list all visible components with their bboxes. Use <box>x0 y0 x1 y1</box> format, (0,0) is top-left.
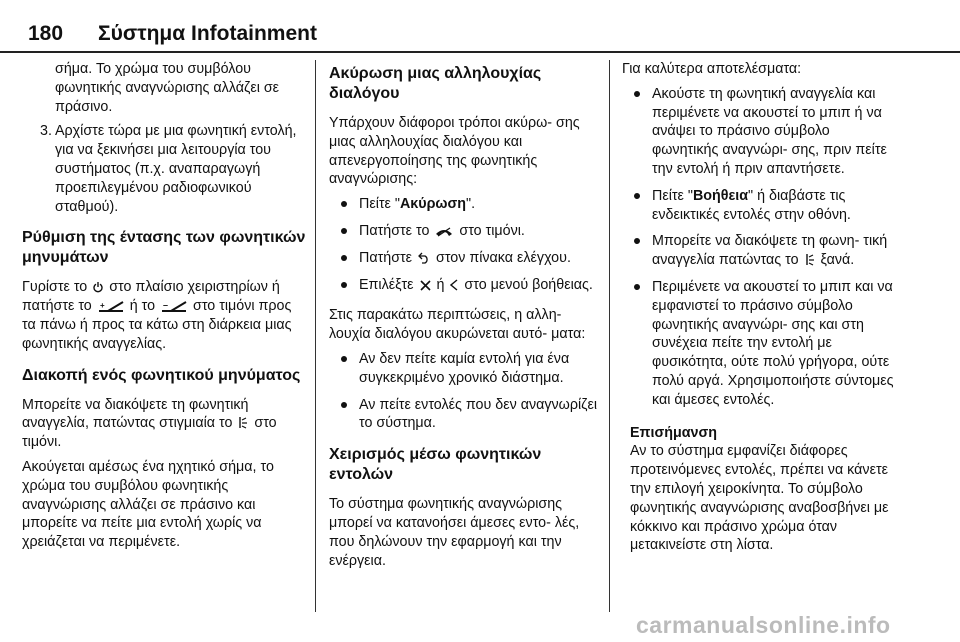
text: στο τιμόνι προς τα πάνω ή προς τα κάτω στη διάρκεια μιας φωνητικής αναγγελίας. <box>22 298 292 352</box>
svg-text:–: – <box>163 300 169 311</box>
note-body: Αν το σύστημα εμφανίζει διάφορες προτεινόμενες εντολές, πρέπει να κάνετε την επιλογή χειροκίνητα. Το σύμβολο φωνητικής αναγνώρισης αναβοσβήνει με κόκκινο και πράσινο χρώμα όταν μετακινείστε στη λίστα. <box>630 443 889 554</box>
page-title: Σύστημα Infotainment <box>98 22 317 45</box>
header-rule <box>0 51 960 53</box>
text: Μπορείτε να διακόψετε τη φωνητική αναγγελία, πατώντας στιγμιαία το <box>22 396 249 432</box>
text: " ή διαβάστε τις ενδεικτικές εντολές στην οθόνη. <box>652 187 851 223</box>
bullet <box>341 201 347 207</box>
list-item <box>329 396 601 434</box>
back-icon <box>418 251 430 264</box>
list-item <box>329 249 601 268</box>
bullet <box>341 402 347 408</box>
column-2 <box>329 60 601 576</box>
list-item <box>329 222 601 241</box>
list-item <box>329 195 601 214</box>
watermark: carmanualsonline.info <box>636 612 891 638</box>
list-item <box>622 187 894 225</box>
section-heading-cancel: Ακύρωση μιας αλληλουχίας διαλόγου <box>329 65 542 102</box>
list-item <box>622 232 894 270</box>
power-icon <box>93 281 103 293</box>
tips-intro: Για καλύτερα αποτελέσματα: <box>622 61 802 77</box>
bullet <box>341 282 347 288</box>
list-item <box>622 278 894 410</box>
voice-icon <box>238 416 248 429</box>
volume-down-icon <box>161 300 187 312</box>
svg-text:+: + <box>99 301 105 311</box>
voice-commands-paragraph: Το σύστημα φωνητικής αναγνώρισης μπορεί να κατανοήσει άμεσες εντο- λές, που δηλώνουν την εφαρμογή και την ενέργεια. <box>329 496 580 569</box>
text: Αν πείτε εντολές που δεν αναγνωρίζει το σύστημα. <box>359 396 597 432</box>
text: Γυρίστε το <box>22 279 88 296</box>
command-text: Ακύρωση <box>399 196 467 213</box>
text: ή <box>436 276 445 293</box>
text: Πείτε " <box>652 187 693 204</box>
list-item <box>329 276 601 295</box>
bullet <box>634 91 640 97</box>
text: στον πίνακα ελέγχου. <box>436 249 571 266</box>
auto-cancel-intro: Στις παρακάτω περιπτώσεις, η αλλη- λουχία διαλόγου ακυρώνεται αυτό- ματα: <box>329 307 586 343</box>
section-heading-voice-commands: Χειρισμός μέσω φωνητικών εντολών <box>329 446 542 484</box>
text: Πείτε " <box>359 196 400 213</box>
page-header <box>0 0 960 56</box>
text: Ακούστε τη φωνητική αναγγελία και περιμένετε να ακουστεί το μπιπ ή να ανάψει το πράσινο σύμβολο φωνητικής αναγνώρι- σης, πριν πείτε την εντολή ή πριν απαντήσετε. <box>652 85 887 177</box>
volume-paragraph <box>22 278 306 353</box>
voice-icon <box>805 253 815 266</box>
bullet <box>634 238 640 244</box>
column-3 <box>622 60 894 555</box>
column-divider <box>609 60 610 612</box>
bullet <box>634 193 640 199</box>
text: Μπορείτε να διακόψετε τη φωνη- τική αναγγελία πατώντας το <box>652 233 888 269</box>
step-number: 3. <box>40 123 52 140</box>
text: Επιλέξτε <box>359 276 414 293</box>
interrupt-paragraph-1 <box>22 396 306 452</box>
command-text: Βοήθεια <box>692 187 749 204</box>
chevron-left-icon <box>450 279 458 291</box>
text: στο πλαίσιο χειριστηρίων ή πατήστε το <box>22 279 280 315</box>
text: Πατήστε <box>359 249 413 266</box>
bullet <box>634 284 640 290</box>
text: ξανά. <box>820 252 855 269</box>
page-number: 180 <box>28 22 64 45</box>
list-item <box>622 85 894 179</box>
note-heading: Επισήμανση <box>630 424 717 441</box>
text: Περιμένετε να ακουστεί το μπιπ και να εμφανιστεί το πράσινο σύμβολο φωνητικής αναγνώρι- σης και στη συνέχεια πείτε την εντολή με φυσικότητα, ούτε πολύ γρήγορα, ούτε πολύ αργά. Χρησιμοποιήστε σύντομες και άμεσες εντολές. <box>652 278 894 408</box>
text: ". <box>466 196 476 213</box>
bullet <box>341 255 347 261</box>
text: ή το <box>129 298 156 315</box>
volume-up-icon <box>98 300 124 312</box>
interrupt-paragraph-2: Ακούγεται αμέσως ένα ηχητικό σήμα, το χρώμα του συμβόλου φωνητικής αναγνώρισης αλλάζει σε πράσινο και μπορείτε να πείτε μια εντολή χωρίς να χρειάζεται να περιμένετε. <box>22 458 274 551</box>
column-1 <box>22 60 306 558</box>
close-icon <box>420 280 431 291</box>
column-divider <box>315 60 316 612</box>
text: στο τιμόνι. <box>22 415 277 451</box>
bullet <box>341 356 347 362</box>
text: στο τιμόνι. <box>459 222 525 239</box>
continued-text: σήμα. Το χρώμα του συμβόλου φωνητικής αναγνώρισης αλλάζει σε πράσινο. <box>55 61 280 115</box>
tips-list <box>622 85 894 410</box>
hang-up-icon <box>435 227 453 237</box>
section-heading-volume: Ρύθμιση της έντασης των φωνητικών μηνυμάτων <box>22 229 306 267</box>
text: Πατήστε το <box>359 222 430 239</box>
cancel-methods-list <box>329 195 601 294</box>
text: Αν δεν πείτε καμία εντολή για ένα συγκεκριμένο χρονικό διάστημα. <box>359 350 570 386</box>
section-heading-interrupt: Διακοπή ενός φωνητικού μηνύματος <box>22 366 301 384</box>
cancel-intro: Υπάρχουν διάφοροι τρόποι ακύρω- σης μιας αλληλουχίας διαλόγου και απενεργοποίησης της φωνητικής αναγνώρισης: <box>329 115 580 188</box>
bullet <box>341 228 347 234</box>
auto-cancel-list <box>329 350 601 433</box>
list-item <box>329 350 601 388</box>
text: στο μενού βοήθειας. <box>464 276 593 293</box>
numbered-step-3 <box>22 122 306 216</box>
step-text: Αρχίστε τώρα με μια φωνητική εντολή, για να ξεκινήσει μια λειτουργία του συστήματος (π.χ. αναπαραγωγή προεπιλεγμένου ραδιοφωνικού σταθμού). <box>55 123 297 215</box>
